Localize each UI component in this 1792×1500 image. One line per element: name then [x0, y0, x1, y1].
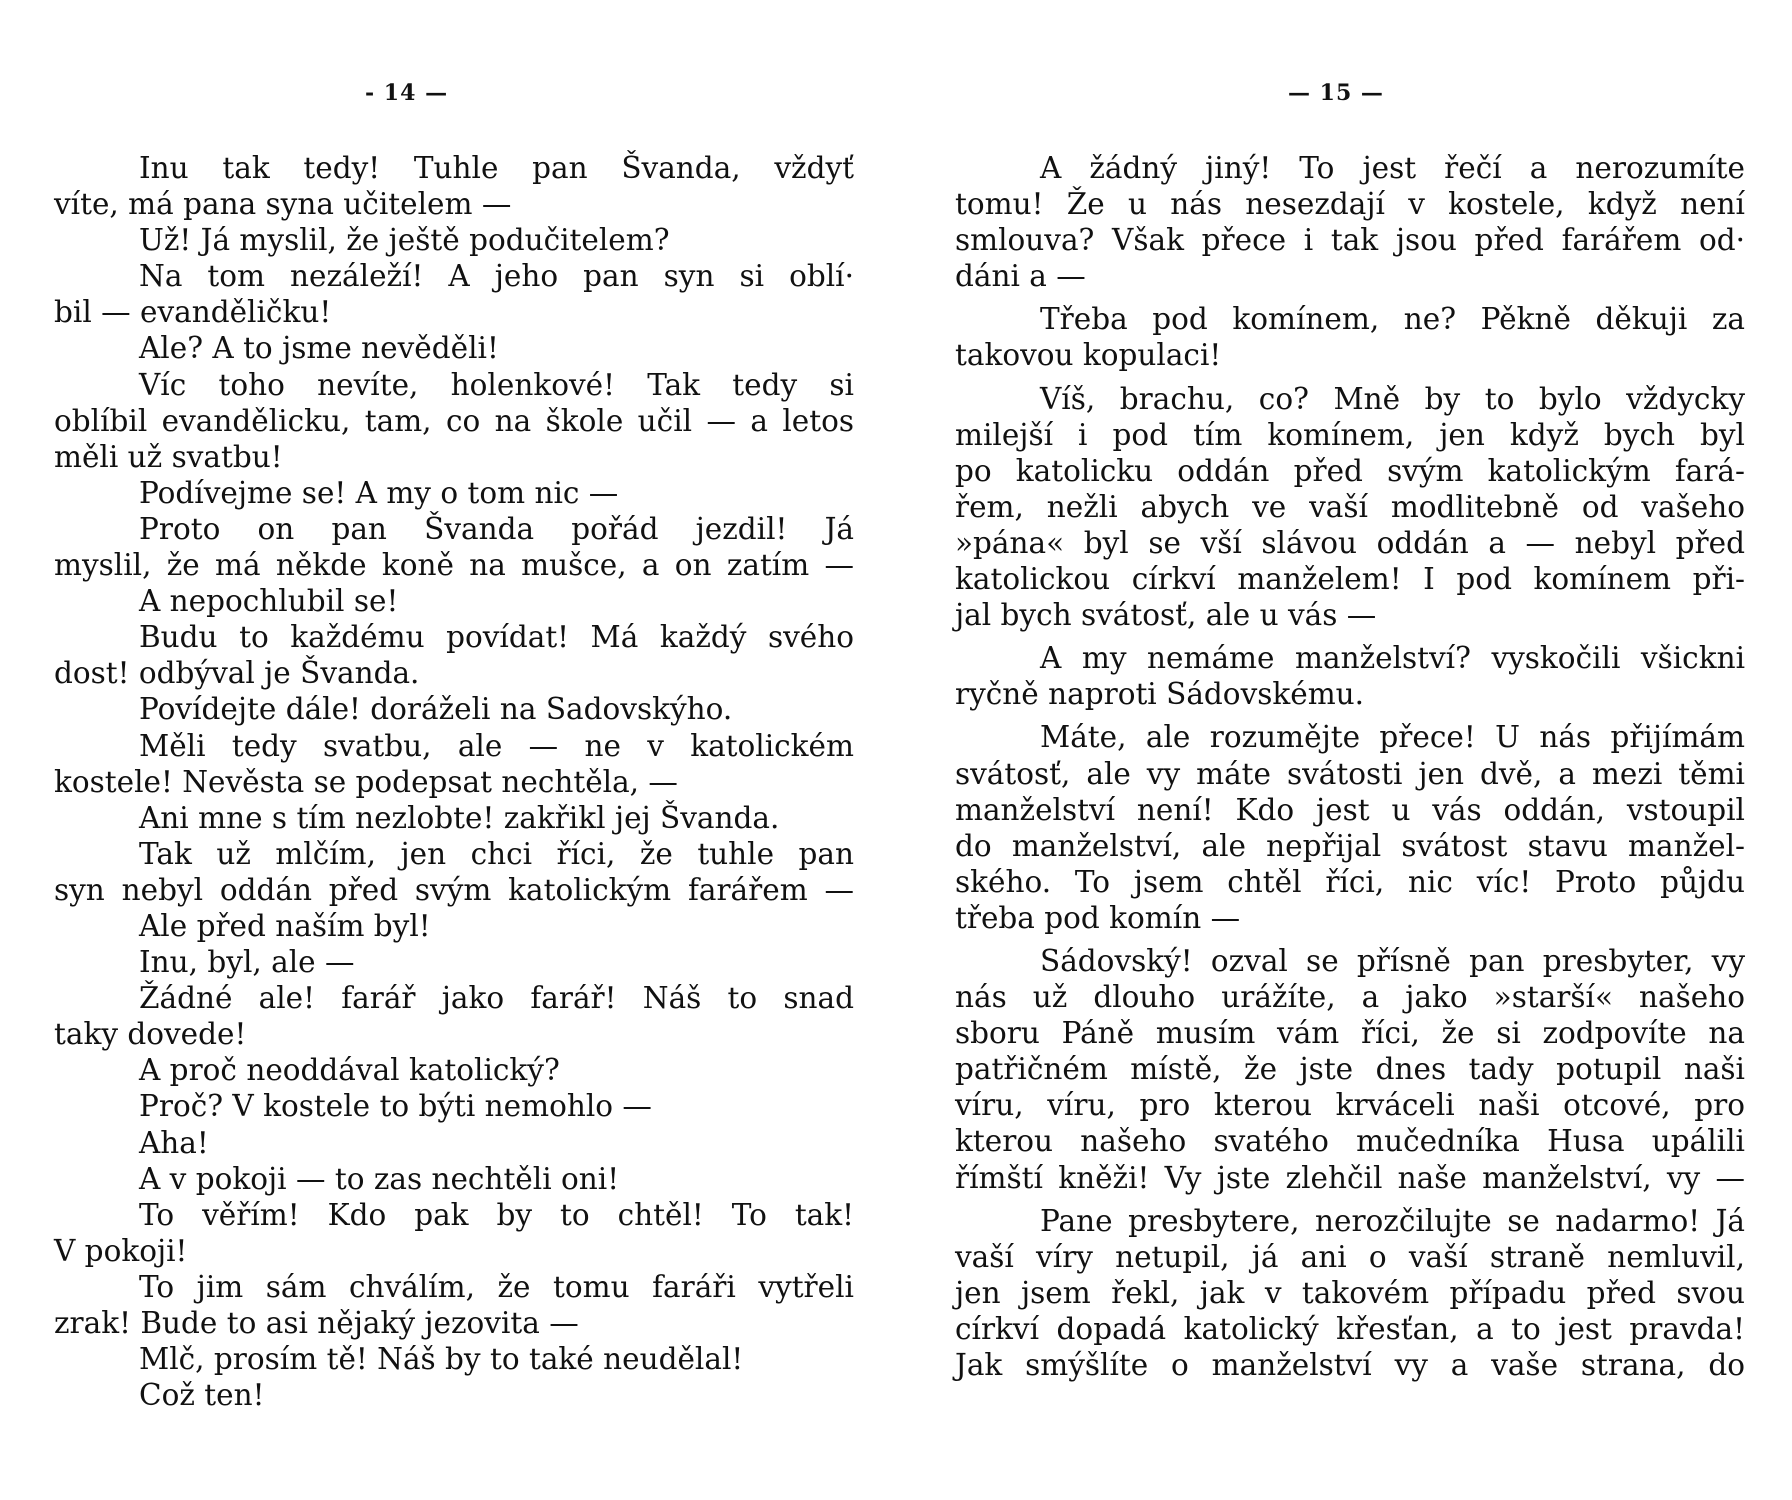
right-page-text — [955, 150, 1745, 1383]
right-page-line: Jak smýšlíte o manželství vy a vaše strana, do — [955, 1348, 1745, 1382]
left-page-line: A v pokoji — to zas nechtěli oni! — [139, 1161, 620, 1196]
right-page-line: Víš, brachu, co? Mně by to bylo vždycky — [1040, 381, 1745, 416]
left-page-line: Což ten! — [139, 1378, 265, 1413]
right-page-line: jen jsem řekl, jak v takovém případu před svou — [955, 1275, 1745, 1310]
left-page-line: Povídejte dále! doráželi na Sadovskýho. — [139, 692, 733, 727]
right-page-line: třeba pod komín — — [955, 900, 1241, 935]
right-page-line: svátosť, ale vy máte svátosti jen dvě, a mezi těmi — [955, 756, 1745, 791]
right-page-line: jal bych svátosť, ale u vás — — [955, 598, 1377, 633]
right-page-line: ského. To jsem chtěl říci, nic víc! Proto půjdu — [955, 864, 1745, 899]
right-page-line: patřičném místě, že jste dnes tady potupil naši — [955, 1052, 1745, 1087]
left-page-line: Tak už mlčím, jen chci říci, že tuhle pan — [139, 836, 854, 871]
right-page-line: kterou našeho svatého mučedníka Husa upálili — [955, 1124, 1745, 1159]
right-page-line: nás už dlouho urážíte, a jako »starší« našeho — [955, 980, 1745, 1015]
left-page-line: víte, má pana syna učitelem — — [54, 187, 512, 222]
right-page-line: vaší víry netupil, já ani o vaší straně nemluvil, — [955, 1239, 1745, 1274]
left-page-line: Proč? V kostele to býti nemohlo — — [139, 1089, 652, 1124]
right-page-line: tomu! Že u nás nesezdají v kostele, když není — [955, 187, 1745, 222]
right-page-line: manželství není! Kdo jest u vás oddán, vstoupil — [955, 792, 1745, 827]
left-page-line: syn nebyl oddán před svým katolickým farářem — — [54, 872, 854, 907]
left-page-line: To věřím! Kdo pak by to chtěl! To tak! — [139, 1197, 854, 1232]
left-page-line: Měli tedy svatbu, ale — ne v katolickém — [139, 728, 854, 763]
right-page-line: víru, víru, pro kterou krváceli naši otcové, pro — [955, 1088, 1745, 1123]
right-page-line: sboru Páně musím vám říci, že si zodpovíte na — [955, 1016, 1745, 1051]
right-page-line: ryčně naproti Sádovskému. — [955, 677, 1365, 712]
left-page-line: Na tom nezáleží! A jeho pan syn si oblí· — [139, 259, 854, 294]
left-page-line: měli už svatbu! — [54, 439, 283, 474]
right-page-line: římští kněži! Vy jste zlehčil naše manželství, vy — — [955, 1160, 1745, 1195]
right-page-line: A žádný jiný! To jest řečí a nerozumíte — [1040, 151, 1745, 185]
left-page-text — [54, 150, 854, 1413]
page-number-right: — 15 — — [1288, 80, 1384, 106]
left-page-line: Inu, byl, ale — — [139, 945, 355, 980]
right-page-line: »pána« byl se vší slávou oddán a — nebyl před — [955, 525, 1745, 560]
left-page-line: zrak! Bude to asi nějaký jezovita — — [54, 1306, 579, 1340]
left-page-line: Ale před naším byl! — [139, 908, 431, 943]
left-page-line: Aha! — [139, 1125, 209, 1160]
left-page-line: myslil, že má někde koně na mušce, a on zatím — — [54, 548, 854, 583]
left-page-line: To jim sám chválím, že tomu faráři vytřeli — [139, 1269, 854, 1304]
left-page-line: Už! Já myslil, že ještě podučitelem? — [139, 223, 670, 258]
left-page-line: Víc toho nevíte, holenkové! Tak tedy si — [139, 367, 854, 402]
left-page-line: kostele! Nevěsta se podepsat nechtěla, — — [54, 764, 678, 799]
right-page-line: katolickou církví manželem! I pod komínem při- — [955, 562, 1745, 597]
left-page-line: Proto on pan Švanda pořád jezdil! Já — [139, 511, 854, 546]
left-page-line: V pokoji! — [54, 1233, 188, 1268]
right-page-line: dáni a — — [955, 259, 1086, 294]
right-page-line: smlouva? Však přece i tak jsou před farářem od· — [955, 223, 1745, 258]
right-page-line: milejší i pod tím komínem, jen když bych byl — [955, 417, 1745, 452]
right-page-line: řem, nežli abych ve vaší modlitebně od vašeho — [955, 489, 1745, 524]
left-page-line: Mlč, prosím tě! Náš by to také neudělal! — [139, 1342, 744, 1377]
left-page-line: A proč neoddával katolický? — [139, 1053, 560, 1088]
right-page-line: po katolicku oddán před svým katolickým fará- — [955, 453, 1745, 488]
left-page-line: Ani mne s tím nezlobte! zakřikl jej Švanda. — [139, 800, 780, 835]
left-page-line: dost! odbýval je Švanda. — [54, 656, 420, 691]
left-page-line: taky dovede! — [54, 1017, 247, 1052]
right-page-line: takovou kopulaci! — [955, 338, 1222, 373]
left-page-line: A nepochlubil se! — [139, 584, 399, 619]
right-page-line: Pane presbytere, nerozčilujte se nadarmo! Já — [1040, 1203, 1745, 1238]
right-page-line: Třeba pod komínem, ne? Pěkně děkuji za — [1040, 302, 1745, 337]
right-page-line: A my nemáme manželství? vyskočili všickni — [1040, 641, 1745, 676]
right-page-line: církví dopadá katolický křesťan, a to jest pravda! — [955, 1311, 1745, 1346]
page-number-left: - 14 — — [365, 80, 449, 106]
left-page-line: Žádné ale! farář jako farář! Náš to snad — [139, 981, 854, 1016]
left-page-line: bil — evanděličku! — [54, 295, 332, 330]
right-page-line: do manželství, ale nepřijal svátost stavu manžel- — [955, 828, 1745, 863]
left-page-line: Ale? A to jsme nevěděli! — [139, 331, 499, 366]
right-page-line: Máte, ale rozumějte přece! U nás přijímám — [1040, 720, 1745, 755]
left-page-line: Budu to každému povídat! Má každý svého — [139, 620, 854, 655]
right-page-line: Sádovský! ozval se přísně pan presbyter, vy — [1040, 943, 1745, 978]
left-page-line: oblíbil evandělicku, tam, co na škole učil — a letos — [54, 403, 854, 438]
left-page-line: Podívejme se! A my o tom nic — — [139, 475, 619, 510]
left-page-line: Inu tak tedy! Tuhle pan Švanda, vždyť — [139, 151, 854, 185]
